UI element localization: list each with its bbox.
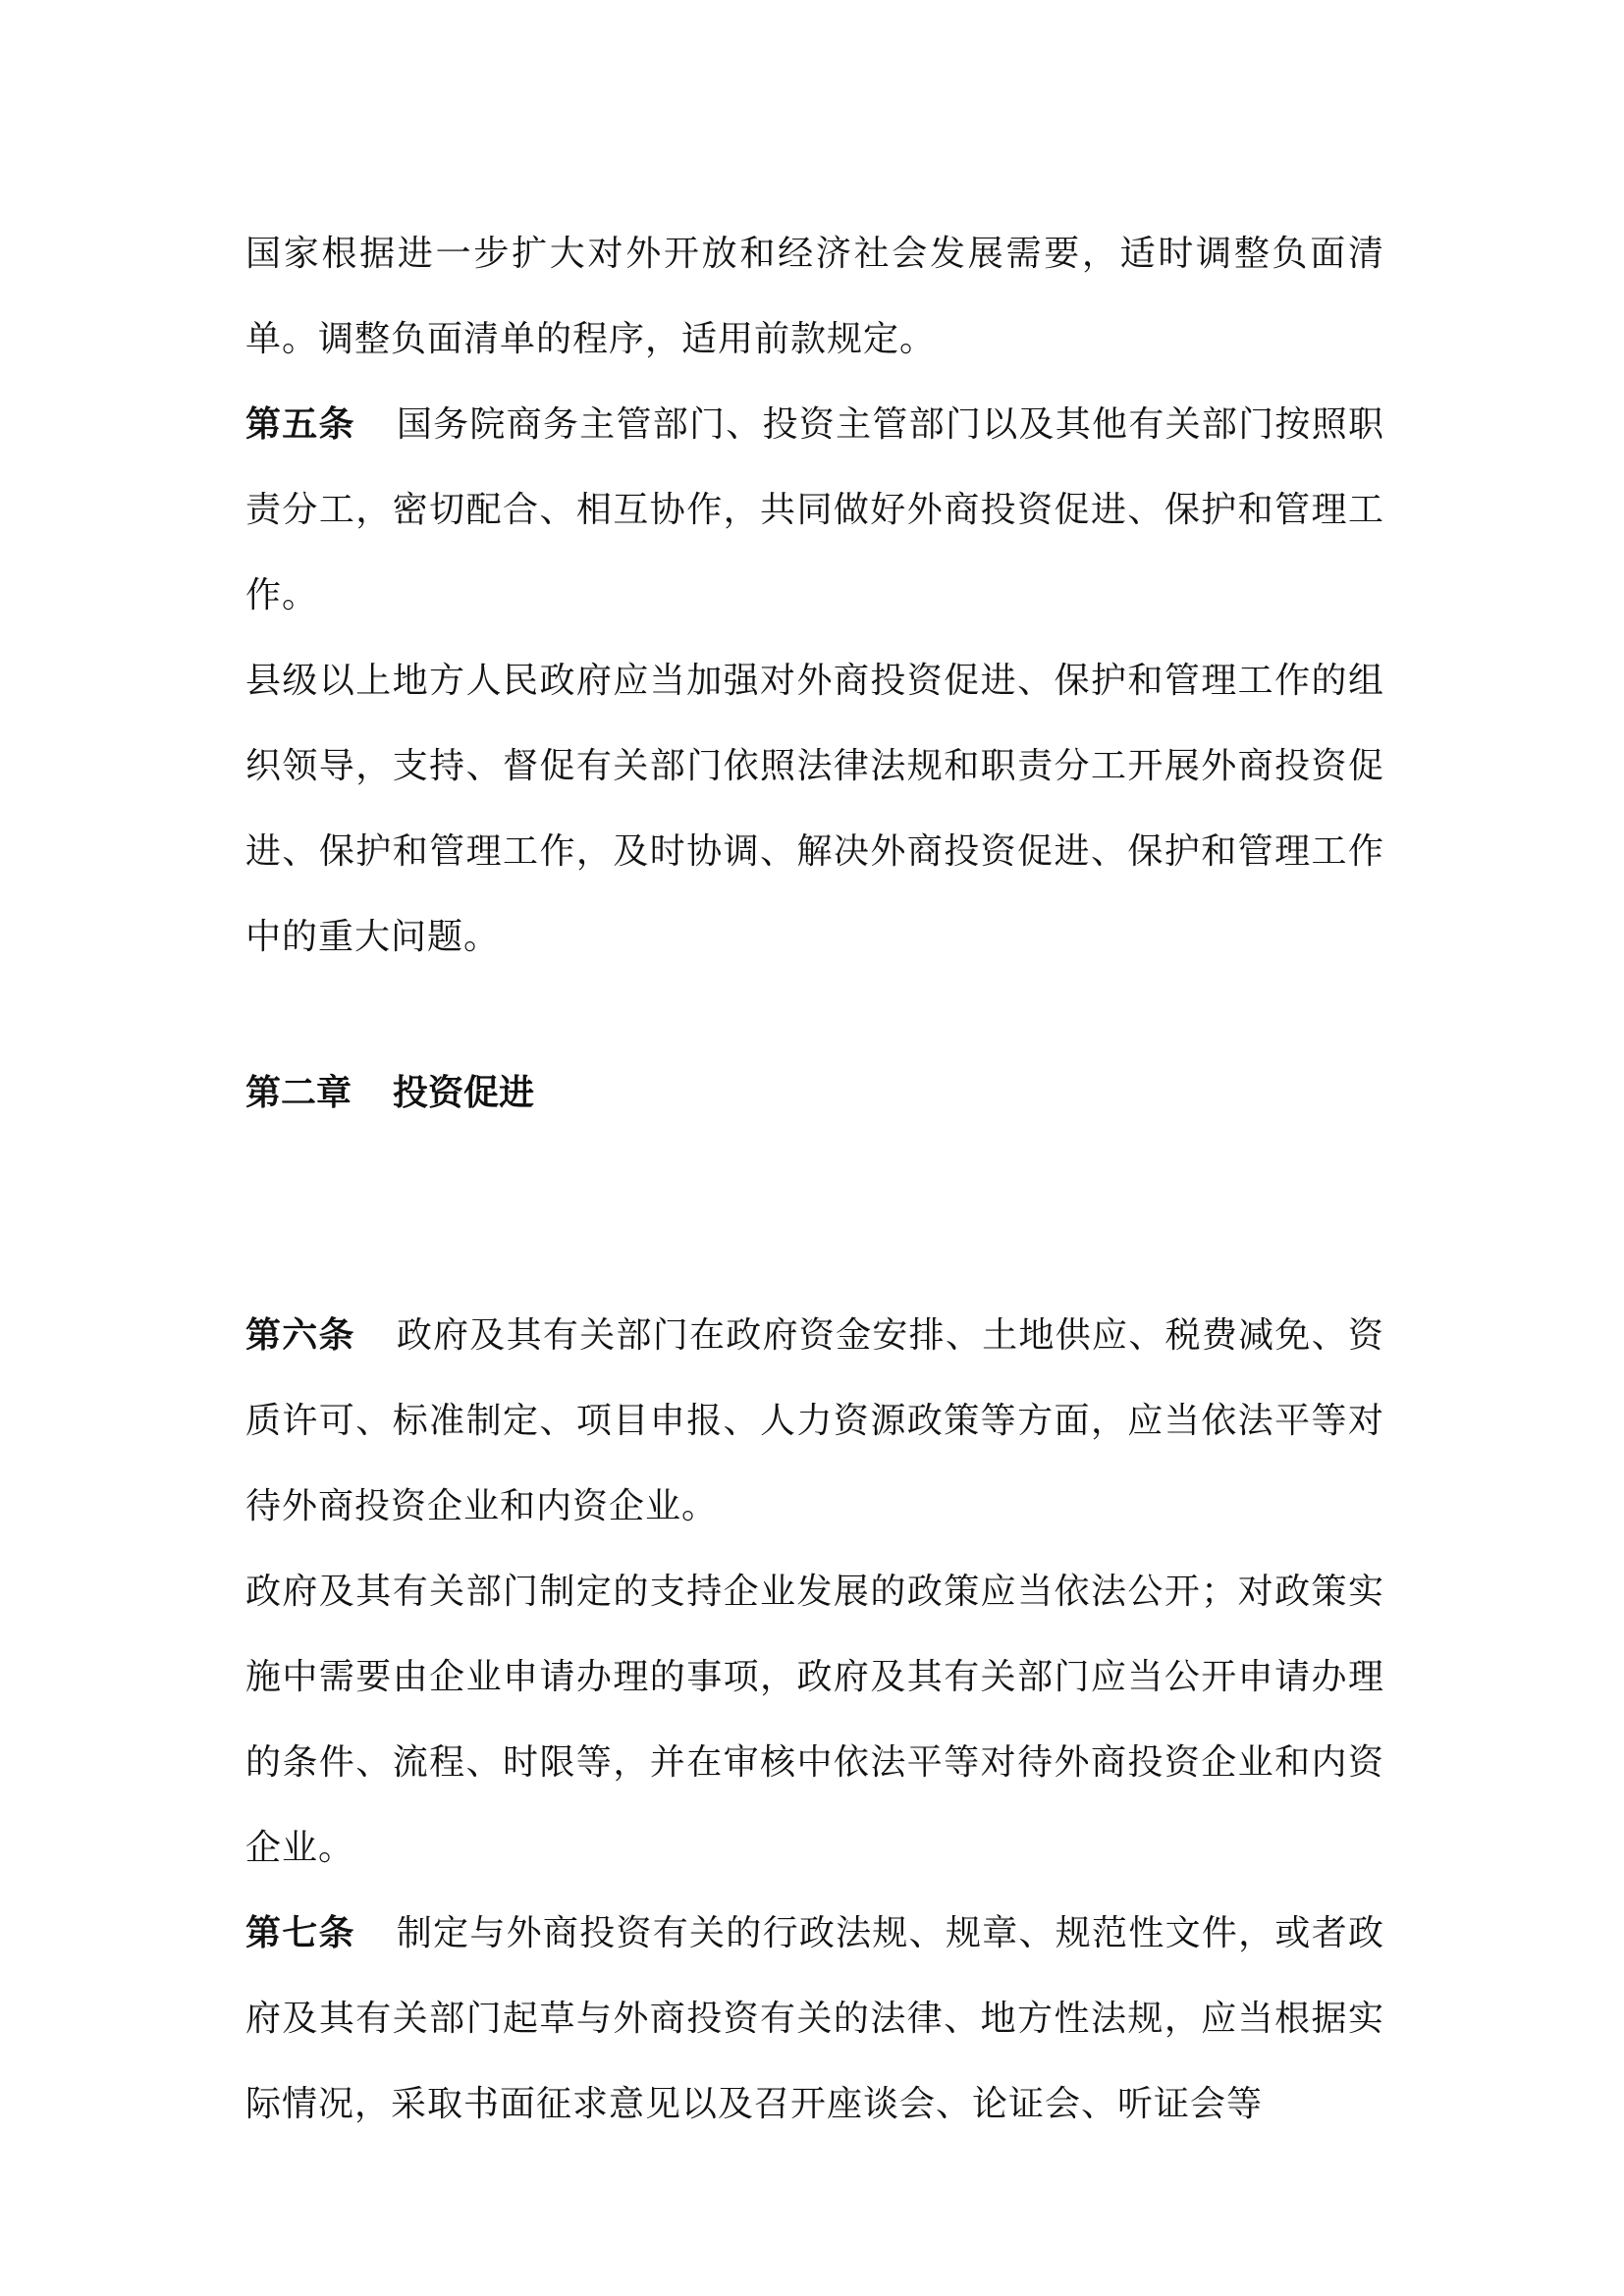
paragraph-negative-list-adjustment: 国家根据进一步扩大对外开放和经济社会发展需要，适时调整负面清单。调整负面清单的程序，适用前款规定。 [245, 234, 1384, 359]
document-page [245, 211, 1384, 2147]
paragraph-local-government-duties: 县级以上地方人民政府应当加强对外商投资促进、保护和管理工作的组织领导，支持、督促有关部门依照法律法规和职责分工开展外商投资促进、保护和管理工作，及时协调、解决外商投资促进、保护和管理工作中的重大问题。 [245, 661, 1384, 957]
article-6 [245, 1293, 1384, 1549]
chapter-title: 投资促进 [393, 1072, 535, 1113]
article-text: 国务院商务主管部门、投资主管部门以及其他有关部门按照职责分工，密切配合、相互协作，共同做好外商投资促进、保护和管理工作。 [245, 404, 1384, 615]
chapter-number: 第二章 [245, 1072, 352, 1113]
article-7 [245, 1891, 1384, 2147]
article-number: 第六条 [245, 1314, 355, 1356]
article-text: 政府及其有关部门在政府资金安排、土地供应、税费减免、资质许可、标准制定、项目申报、人力资源政策等方面，应当依法平等对待外商投资企业和内资企业。 [245, 1315, 1384, 1526]
paragraph-policy-disclosure: 政府及其有关部门制定的支持企业发展的政策应当依法公开；对政策实施中需要由企业申请办理的事项，政府及其有关部门应当公开申请办理的条件、流程、时限等，并在审核中依法平等对待外商投资企业和内资企业。 [245, 1572, 1384, 1868]
article-number: 第五条 [245, 403, 355, 445]
article-number: 第七条 [245, 1912, 355, 1953]
article-5 [245, 382, 1384, 638]
chapter-heading [245, 980, 1384, 1293]
article-text: 制定与外商投资有关的行政法规、规章、规范性文件，或者政府及其有关部门起草与外商投资有关的法律、地方性法规，应当根据实际情况，采取书面征求意见以及召开座谈会、论证会、听证会等 [245, 1913, 1384, 2124]
